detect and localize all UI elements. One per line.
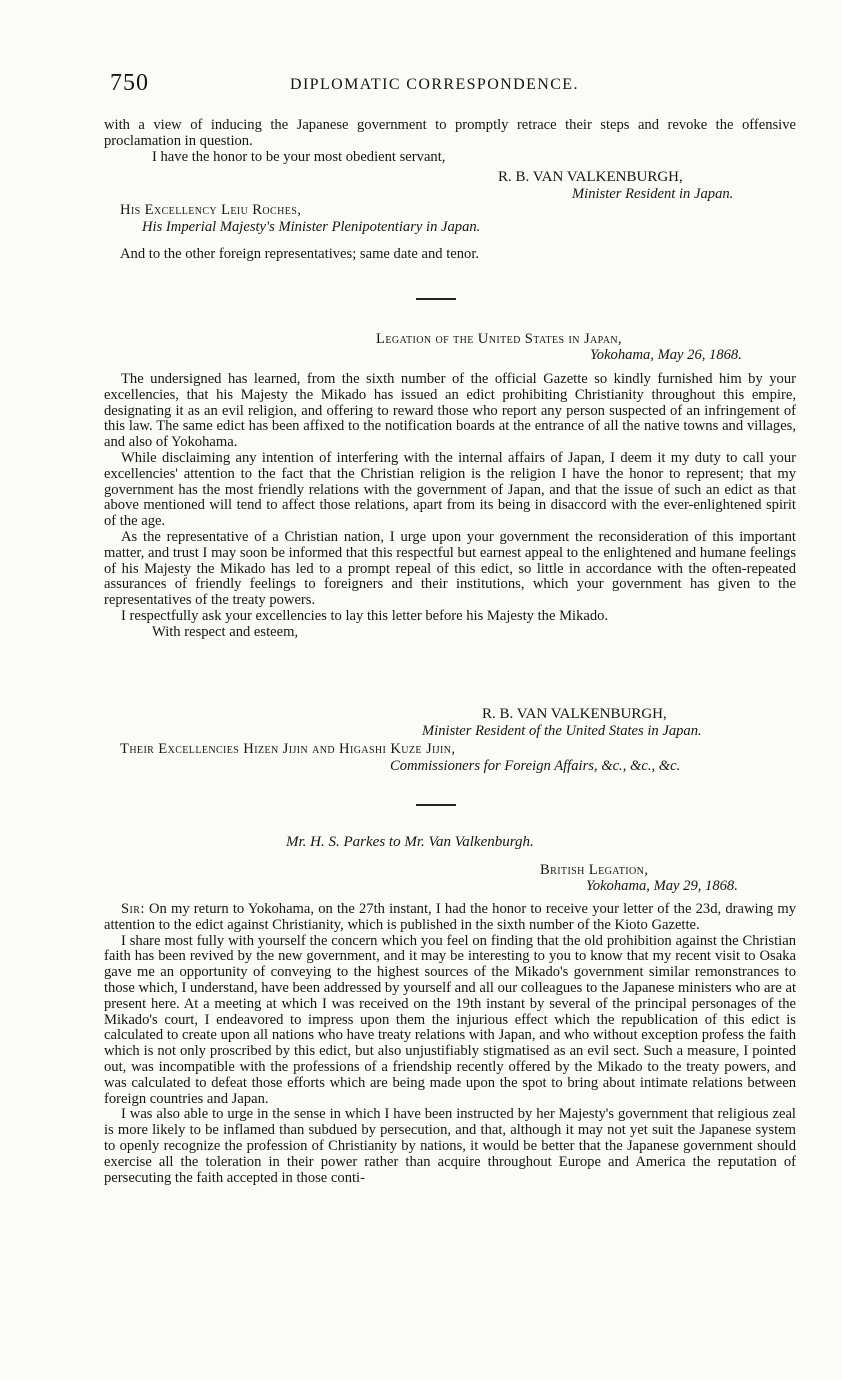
letter1-addressee-title: His Imperial Majesty's Minister Plenipotentiary in Japan.	[142, 219, 481, 235]
letter3-paragraph: Sir: On my return to Yokohama, on the 27th instant, I had the honor to receive your letter of the 23d, drawing my attention to the edict against Christianity, which is published in the sixth number of the Kioto Gazette.	[104, 901, 796, 933]
letter2-addressee: Their Excellencies Hizen Jijin and Higashi Kuze Jijin,	[120, 741, 456, 757]
letter2-date: Yokohama, May 26, 1868.	[590, 347, 742, 363]
section-divider	[416, 298, 456, 300]
letter2-body	[104, 372, 796, 641]
letter3-place: British Legation,	[540, 862, 649, 878]
section-divider	[416, 804, 456, 806]
letter1-note: And to the other foreign representatives; same date and tenor.	[120, 246, 480, 262]
page-number: 750	[110, 70, 149, 96]
letter1-closing: I have the honor to be your most obedient servant,	[152, 148, 446, 165]
letter2-signer-name: R. B. VAN VALKENBURGH,	[482, 706, 667, 722]
letter3-body	[104, 902, 796, 1186]
running-title: DIPLOMATIC CORRESPONDENCE.	[290, 76, 579, 93]
letter3-paragraph: I was also able to urge in the sense in which I have been instructed by her Majesty's government that religious zeal is more likely to be inflamed than subdued by persecution, and that, although it may not yet suit the Japanese system to openly recognize the profession of Christianity by nations, it would be better that the Japanese government should exercise all the toleration in their power rather than acquire throughout Europe and America the reputation of persecuting the faith accepted in those conti-	[104, 1106, 796, 1186]
letter2-paragraph: As the representative of a Christian nation, I urge upon your government the reconsideration of this important matter, and trust I may soon be informed that this respectful but earnest appeal to the enlightened and humane feelings of his Majesty the Mikado has led to a prompt repeal of this edict, so little in accordance with the often-repeated assurances of friendly feelings to foreigners and their institutions, which your government has given to the representatives of the treaty powers.	[104, 528, 796, 609]
letter2-paragraph: The undersigned has learned, from the sixth number of the official Gazette so kindly furnished him by your excellencies, that his Majesty the Mikado has issued an edict prohibiting Christianity throughout this empire, designating it as an evil religion, and offering to reward those who report any person suspected of an infringement of this law. The same edict has been affixed to the notification boards at the entrance of all the native towns and villages, and also of Yokohama.	[104, 371, 796, 451]
page-header	[110, 70, 800, 100]
letter2-place: Legation of the United States in Japan,	[376, 331, 622, 347]
letter1-continuation-block	[104, 118, 796, 165]
letter3-paragraph: I share most fully with yourself the concern which you feel on finding that the old prohibition against the Christian faith has been revived by the new government, and it may be interesting to you to know that my recent visit to Osaka gave me an opportunity of conveying to the highest sources of the Mikado's government similar remonstrances to those which, I understand, have been addressed by yourself and all our colleagues to the Japanese ministers who are at present here. At a meeting at which I was received on the 19th instant by several of the principal personages of the Mikado's court, I endeavored to impress upon them the injurious effect which the republication of this edict is calculated to create upon all nations who have treaty relations with Japan, and who without exception profess the faith which is not only proscribed by this edict, but also unjustifiably stigmatised as an evil sect. Such a measure, I pointed out, was incompatible with the professions of a friendship recently offered by the Mikado to the treaty powers, and was calculated to defeat those efforts which are being made upon the spot to bring about intimate relations between foreign countries and Japan.	[104, 932, 796, 1107]
letter3-date: Yokohama, May 29, 1868.	[586, 878, 738, 894]
letter2-signer-title: Minister Resident of the United States in Japan.	[422, 723, 702, 739]
letter3-salutation: Sir:	[121, 901, 145, 917]
letter1-continuation: with a view of inducing the Japanese government to promptly retrace their steps and revoke the offensive proclamation in question.	[104, 117, 796, 149]
letter3-heading: Mr. H. S. Parkes to Mr. Van Valkenburgh.	[286, 834, 534, 850]
letter2-paragraph: While disclaiming any intention of interfering with the internal affairs of Japan, I deem it my duty to call your excellencies' attention to the fact that the Christian religion is the religion I have the honor to represent; that my government has the most friendly relations with the government of Japan, and that the issue of such an edict as that above mentioned will tend to affect those relations, apart from its being in disaccord with the ever-enlightened spirit of the age.	[104, 449, 796, 530]
letter1-signer-name: R. B. VAN VALKENBURGH,	[498, 169, 683, 185]
letter2-closing: With respect and esteem,	[152, 623, 299, 640]
letter2-addressee-title: Commissioners for Foreign Affairs, &c., &c., &c.	[390, 758, 681, 774]
letter1-addressee: His Excellency Leiu Roches,	[120, 202, 302, 218]
letter1-signer-title: Minister Resident in Japan.	[572, 186, 734, 202]
letter2-paragraph: I respectfully ask your excellencies to lay this letter before his Majesty the Mikado.	[121, 607, 609, 624]
